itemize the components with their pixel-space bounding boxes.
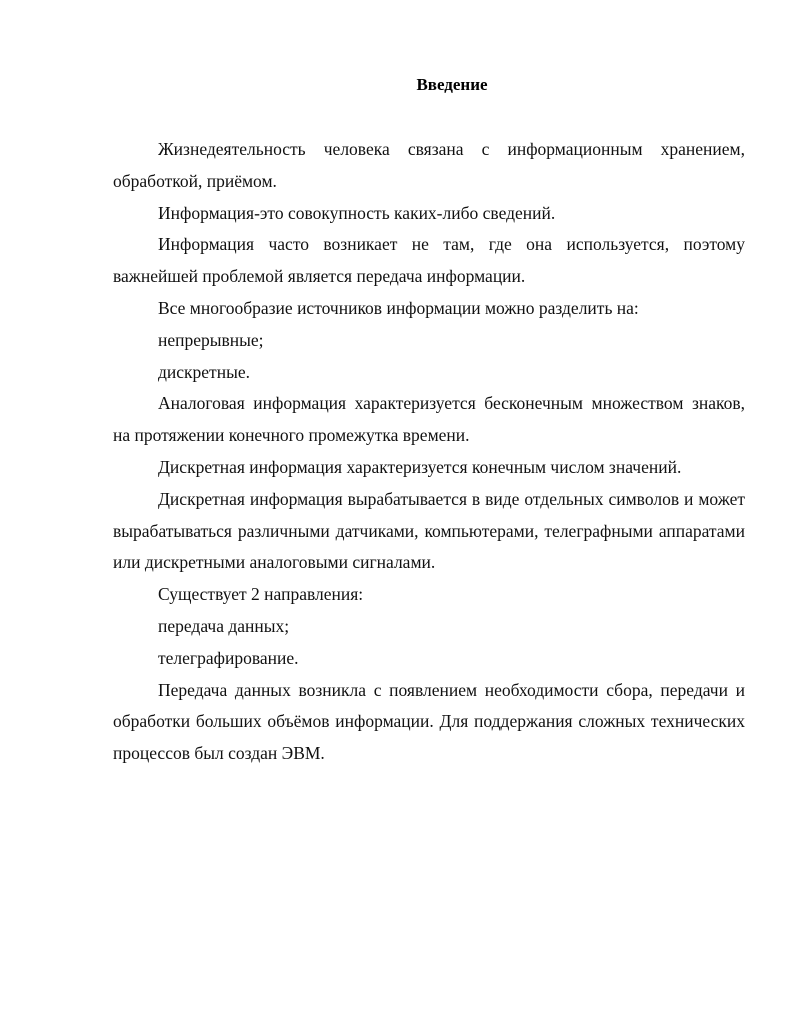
list-item: непрерывные; [158, 329, 264, 350]
paragraph: Существует 2 направления: [158, 584, 364, 605]
document-body [113, 134, 745, 770]
paragraph: Дискретная информация характеризуется конечным числом значений. [158, 456, 682, 477]
paragraph: Все многообразие источников информации можно разделить на: [158, 297, 639, 318]
paragraph: Информация-это совокупность каких-либо сведений. [158, 202, 556, 223]
paragraph: Аналоговая информация характеризуется бесконечным множеством знаков, на протяжении конечного промежутка времени. [113, 393, 745, 446]
list-item: передача данных; [158, 615, 290, 636]
paragraph: Дискретная информация вырабатывается в виде отдельных символов и может вырабатываться различными датчиками, компьютерами, телеграфными аппаратами или дискретными аналоговыми сигналами. [113, 488, 745, 573]
page-title: Введение [416, 75, 488, 94]
list-item: дискретные. [158, 361, 250, 382]
paragraph: Информация часто возникает не там, где она используется, поэтому важнейшей проблемой является передача информации. [113, 234, 745, 287]
paragraph: Передача данных возникла с появлением необходимости сбора, передачи и обработки больших объёмов информации. Для поддержания сложных технических процессов был создан ЭВМ. [113, 679, 745, 764]
list-item: телеграфирование. [158, 647, 299, 668]
paragraph: Жизнедеятельность человека связана с информационным хранением, обработкой, приёмом. [113, 139, 745, 191]
